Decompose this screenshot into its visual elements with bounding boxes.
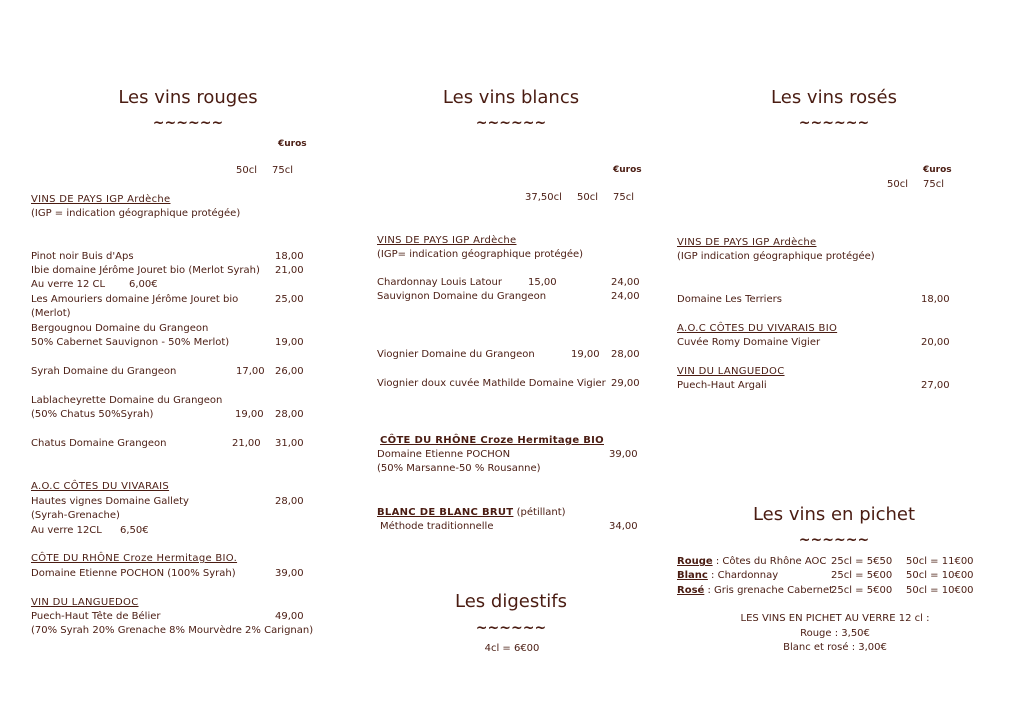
wine-price-75cl: 19,00 <box>275 337 304 348</box>
wine-price-75cl: 28,00 <box>611 349 640 360</box>
pichet-blanc-50cl: 50cl = 10€00 <box>906 570 974 581</box>
blancs-col-50cl: 50cl <box>577 192 599 203</box>
wine-name: Puech-Haut Argali <box>677 380 767 391</box>
pichet-verre-title: LES VINS EN PICHET AU VERRE 12 cl : <box>740 613 930 624</box>
wine-price-75cl: 39,00 <box>275 568 304 579</box>
wine-name-line2: 50% Cabernet Sauvignon - 50% Merlot) <box>31 337 230 348</box>
pichet-rouge-label: Rouge <box>677 556 713 567</box>
blancs-pays-heading: VINS DE PAYS IGP Ardèche <box>377 235 517 246</box>
blancs-rhone-heading: CÔTE DU RHÔNE Croze Hermitage BIO <box>380 435 604 446</box>
rouges-divider: ~~~~~~ <box>152 115 224 131</box>
pichet-rose-25cl: 25cl = 5€00 <box>831 585 893 596</box>
pichet-rouge-50cl: 50cl = 11€00 <box>906 556 974 567</box>
blancs-euros-label: €uros <box>613 165 642 175</box>
wine-name: Domaine Etienne POCHON <box>377 449 511 460</box>
blancs-divider: ~~~~~~ <box>475 115 547 131</box>
wine-price-75cl: 29,00 <box>611 378 640 389</box>
wine-name: Sauvignon Domaine du Grangeon <box>377 291 547 302</box>
roses-col-50cl: 50cl <box>887 179 909 190</box>
digestifs-title: Les digestifs <box>455 591 567 612</box>
digestifs-divider: ~~~~~~ <box>475 620 547 636</box>
rouges-pays-heading: VINS DE PAYS IGP Ardèche <box>31 194 171 205</box>
wine-name: Viognier Domaine du Grangeon <box>377 349 535 360</box>
wine-price-50cl: 19,00 <box>235 409 264 420</box>
pichet-blanc-25cl: 25cl = 5€00 <box>831 570 893 581</box>
wine-name: Puech-Haut Tête de Bélier <box>31 611 161 622</box>
blancs-col-37cl: 37,50cl <box>525 192 562 203</box>
rouges-languedoc-heading: VIN DU LANGUEDOC <box>31 597 139 608</box>
pichet-rouge-25cl: 25cl = 5€50 <box>831 556 893 567</box>
blancs-bdb-note: (pétillant) <box>513 507 566 518</box>
roses-euros-label: €uros <box>923 165 952 175</box>
wine-price-37cl: 15,00 <box>528 277 557 288</box>
wine-price-75cl: 34,00 <box>609 521 638 532</box>
wine-name: Hautes vignes Domaine Gallety <box>31 496 189 507</box>
wine-price-75cl: 28,00 <box>275 496 304 507</box>
wine-name: Ibie domaine Jérôme Jouret bio (Merlot Syrah) <box>31 265 260 276</box>
pichet-verre-rouge: Rouge : 3,50€ <box>800 628 870 639</box>
wine-price-75cl: 31,00 <box>275 438 304 449</box>
wine-name: Méthode traditionnelle <box>380 521 494 532</box>
wine-price-75cl: 24,00 <box>611 291 640 302</box>
wine-name: Cuvée Romy Domaine Vigier <box>677 337 821 348</box>
wine-price-50cl: 17,00 <box>236 366 265 377</box>
roses-pays-heading: VINS DE PAYS IGP Ardèche <box>677 237 817 248</box>
wine-price-75cl: 26,00 <box>275 366 304 377</box>
pichet-row-blanc <box>677 570 778 581</box>
wine-name-line2: (70% Syrah 20% Grenache 8% Mourvèdre 2% Carignan) <box>31 625 314 636</box>
pichet-title: Les vins en pichet <box>752 504 916 525</box>
wine-price-75cl: 49,00 <box>275 611 304 622</box>
wine-name: Domaine Les Terriers <box>677 294 782 305</box>
wine-name: Syrah Domaine du Grangeon <box>31 366 177 377</box>
wine-name: Pinot noir Buis d'Aps <box>31 251 134 262</box>
wine-name: Bergougnou Domaine du Grangeon <box>31 323 209 334</box>
wine-price-75cl: 18,00 <box>921 294 950 305</box>
wine-price-75cl: 28,00 <box>275 409 304 420</box>
wine-name: Domaine Etienne POCHON (100% Syrah) <box>31 568 236 579</box>
wine-price-75cl: 21,00 <box>275 265 304 276</box>
wine-price-75cl: 25,00 <box>275 294 304 305</box>
wine-price-50cl: 19,00 <box>571 349 600 360</box>
blancs-bdb-heading-row <box>377 507 566 518</box>
glass-price: 6,50€ <box>120 525 149 536</box>
wine-price-75cl: 20,00 <box>921 337 950 348</box>
pichet-blanc-desc: : Chardonnay <box>707 570 779 581</box>
wine-name: Viognier doux cuvée Mathilde Domaine Vigier <box>377 378 606 389</box>
pichet-row-rose <box>677 585 833 596</box>
pichet-blanc-label: Blanc <box>677 570 708 581</box>
roses-pays-note: (IGP indication géographique protégée) <box>677 251 875 262</box>
wine-name-line2: (Syrah-Grenache) <box>31 510 120 521</box>
roses-col-75cl: 75cl <box>923 179 945 190</box>
rouges-rhone-heading: CÔTE DU RHÔNE Croze Hermitage BIO. <box>31 553 238 564</box>
pichet-rose-50cl: 50cl = 10€00 <box>906 585 974 596</box>
pichet-rouge-desc: : Côtes du Rhône AOC <box>712 556 827 567</box>
wine-price-50cl: 21,00 <box>232 438 261 449</box>
wine-price-75cl: 18,00 <box>275 251 304 262</box>
wine-name-line2: (50% Chatus 50%Syrah) <box>31 409 154 420</box>
wine-price-75cl: 39,00 <box>609 449 638 460</box>
rouges-col-75cl: 75cl <box>272 165 294 176</box>
pichet-rose-desc: : Gris grenache Cabernet <box>704 585 834 596</box>
pichet-verre-blanc-rose: Blanc et rosé : 3,00€ <box>783 642 887 653</box>
pichet-divider: ~~~~~~ <box>798 532 870 548</box>
glass-label: Au verre 12CL <box>31 525 102 536</box>
glass-label: Au verre 12 CL <box>31 279 106 290</box>
blancs-pays-note: (IGP= indication géographique protégée) <box>377 249 584 260</box>
wine-name: Lablacheyrette Domaine du Grangeon <box>31 395 223 406</box>
blancs-col-75cl: 75cl <box>613 192 635 203</box>
wine-name-line2: (Merlot) <box>31 308 71 319</box>
blancs-title: Les vins blancs <box>442 87 580 108</box>
roses-divider: ~~~~~~ <box>798 115 870 131</box>
wine-name: Chardonnay Louis Latour <box>377 277 502 288</box>
wine-name: Chatus Domaine Grangeon <box>31 438 167 449</box>
wine-price-75cl: 24,00 <box>611 277 640 288</box>
digestifs-price: 4cl = 6€00 <box>484 643 540 654</box>
pichet-row-rouge <box>677 556 826 567</box>
roses-title: Les vins rosés <box>771 87 897 108</box>
rouges-euros-label: €uros <box>278 139 307 149</box>
rouges-pays-note: (IGP = indication géographique protégée) <box>31 208 241 219</box>
wine-price-75cl: 27,00 <box>921 380 950 391</box>
wine-name-line2: (50% Marsanne-50 % Rousanne) <box>377 463 541 474</box>
wine-name: Les Amouriers domaine Jérôme Jouret bio <box>31 294 239 305</box>
roses-aoc-heading: A.O.C CÔTES DU VIVARAIS BIO <box>677 323 838 334</box>
rouges-title: Les vins rouges <box>118 87 258 108</box>
glass-price: 6,00€ <box>129 279 158 290</box>
roses-languedoc-heading: VIN DU LANGUEDOC <box>677 366 785 377</box>
rouges-col-50cl: 50cl <box>236 165 258 176</box>
pichet-rose-label: Rosé <box>677 585 705 596</box>
blancs-bdb-heading: BLANC DE BLANC BRUT <box>377 507 514 518</box>
rouges-aoc-heading: A.O.C CÔTES DU VIVARAIS <box>31 481 170 492</box>
